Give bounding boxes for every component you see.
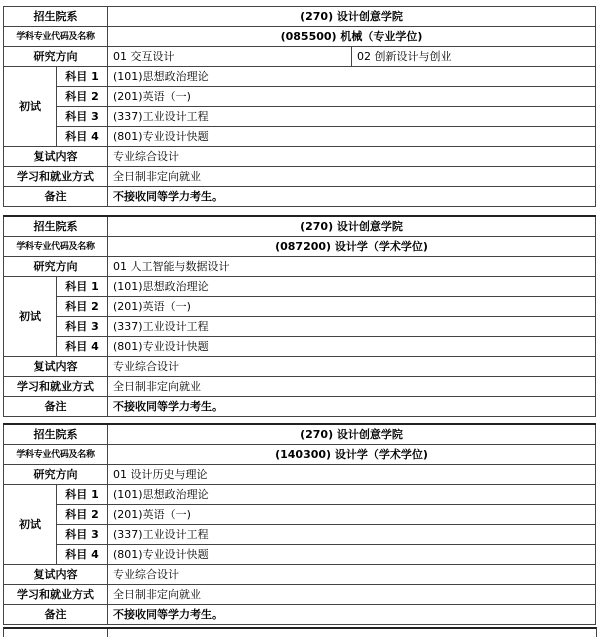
subject-value-3: (337)工业设计工程 <box>108 525 596 545</box>
subject-row-3 <box>4 525 596 545</box>
subject-label-1: 科目 1 <box>57 485 108 505</box>
major-row <box>4 27 596 47</box>
retest-value: 专业综合设计 <box>108 565 596 585</box>
subject-label-4: 科目 4 <box>57 127 108 147</box>
study-mode-row <box>4 167 596 187</box>
remark-row <box>4 605 596 625</box>
subject-value-4: (801)专业设计快题 <box>108 545 596 565</box>
retest-row <box>4 357 596 377</box>
study-mode-value: 全日制非定向就业 <box>108 585 596 605</box>
subject-value-1: (101)思想政治理论 <box>108 67 596 87</box>
program-block-3 <box>3 423 596 625</box>
subject-row-1 <box>4 277 596 297</box>
subject-value-2: (201)英语（一) <box>108 297 596 317</box>
direction-value-2: 02 创新设计与创业 <box>352 47 596 67</box>
department-label: 招生院系 <box>4 7 108 27</box>
subject-label-3: 科目 3 <box>57 107 108 127</box>
major-value: (087200) 设计学（学术学位) <box>108 237 596 257</box>
direction-label: 研究方向 <box>4 465 108 485</box>
subject-row-3 <box>4 317 596 337</box>
retest-label: 复试内容 <box>4 147 108 167</box>
study-mode-row <box>4 377 596 397</box>
direction-label: 研究方向 <box>4 47 108 67</box>
department-row <box>4 424 596 445</box>
subject-row-2 <box>4 87 596 107</box>
column-divider <box>107 629 108 637</box>
direction-label: 研究方向 <box>4 257 108 277</box>
subject-value-4: (801)专业设计快题 <box>108 127 596 147</box>
direction-value-1: 01 设计历史与理论 <box>108 465 596 485</box>
initial-exam-label: 初试 <box>4 67 57 147</box>
department-label: 招生院系 <box>4 424 108 445</box>
subject-value-4: (801)专业设计快题 <box>108 337 596 357</box>
subject-value-2: (201)英语（一) <box>108 505 596 525</box>
remark-label: 备注 <box>4 187 108 207</box>
subject-value-1: (101)思想政治理论 <box>108 485 596 505</box>
department-row <box>4 216 596 237</box>
subject-row-3 <box>4 107 596 127</box>
remark-value: 不接收同等学力考生。 <box>108 187 596 207</box>
study-mode-row <box>4 585 596 605</box>
subject-label-2: 科目 2 <box>57 297 108 317</box>
direction-row <box>4 465 596 485</box>
subject-value-3: (337)工业设计工程 <box>108 317 596 337</box>
major-code-label: 学科专业代码及名称 <box>4 237 108 257</box>
remark-value: 不接收同等学力考生。 <box>108 605 596 625</box>
subject-label-4: 科目 4 <box>57 337 108 357</box>
study-mode-value: 全日制非定向就业 <box>108 167 596 187</box>
direction-row <box>4 257 596 277</box>
subject-row-1 <box>4 67 596 87</box>
subject-row-4 <box>4 545 596 565</box>
subject-row-4 <box>4 337 596 357</box>
department-value: (270) 设计创意学院 <box>108 7 596 27</box>
direction-value-1: 01 交互设计 <box>108 47 352 67</box>
remark-label: 备注 <box>4 605 108 625</box>
major-value: (085500) 机械（专业学位) <box>108 27 596 47</box>
subject-label-1: 科目 1 <box>57 67 108 87</box>
major-value: (140300) 设计学（学术学位) <box>108 445 596 465</box>
department-value: (270) 设计创意学院 <box>108 216 596 237</box>
retest-value: 专业综合设计 <box>108 147 596 167</box>
retest-value: 专业综合设计 <box>108 357 596 377</box>
department-label: 招生院系 <box>4 216 108 237</box>
program-block-2 <box>3 215 596 417</box>
retest-row <box>4 565 596 585</box>
remark-row <box>4 187 596 207</box>
initial-exam-label: 初试 <box>4 277 57 357</box>
retest-label: 复试内容 <box>4 357 108 377</box>
department-value: (270) 设计创意学院 <box>108 424 596 445</box>
subject-value-2: (201)英语（一) <box>108 87 596 107</box>
subject-row-4 <box>4 127 596 147</box>
subject-row-1 <box>4 485 596 505</box>
study-mode-value: 全日制非定向就业 <box>108 377 596 397</box>
initial-exam-label: 初试 <box>4 485 57 565</box>
major-code-label: 学科专业代码及名称 <box>4 27 108 47</box>
remark-row <box>4 397 596 417</box>
subject-label-3: 科目 3 <box>57 525 108 545</box>
study-mode-label: 学习和就业方式 <box>4 585 108 605</box>
subject-value-1: (101)思想政治理论 <box>108 277 596 297</box>
major-row <box>4 237 596 257</box>
retest-label: 复试内容 <box>4 565 108 585</box>
department-row <box>4 7 596 27</box>
remark-value: 不接收同等学力考生。 <box>108 397 596 417</box>
direction-value-1: 01 人工智能与数据设计 <box>108 257 596 277</box>
direction-row <box>4 47 596 67</box>
study-mode-label: 学习和就业方式 <box>4 377 108 397</box>
subject-label-4: 科目 4 <box>57 545 108 565</box>
subject-label-1: 科目 1 <box>57 277 108 297</box>
subject-row-2 <box>4 297 596 317</box>
subject-value-3: (337)工业设计工程 <box>108 107 596 127</box>
subject-label-2: 科目 2 <box>57 87 108 107</box>
major-code-label: 学科专业代码及名称 <box>4 445 108 465</box>
subject-row-2 <box>4 505 596 525</box>
program-block-1 <box>3 6 596 207</box>
subject-label-2: 科目 2 <box>57 505 108 525</box>
retest-row <box>4 147 596 167</box>
study-mode-label: 学习和就业方式 <box>4 167 108 187</box>
next-block-edge <box>3 627 597 637</box>
subject-label-3: 科目 3 <box>57 317 108 337</box>
major-row <box>4 445 596 465</box>
remark-label: 备注 <box>4 397 108 417</box>
